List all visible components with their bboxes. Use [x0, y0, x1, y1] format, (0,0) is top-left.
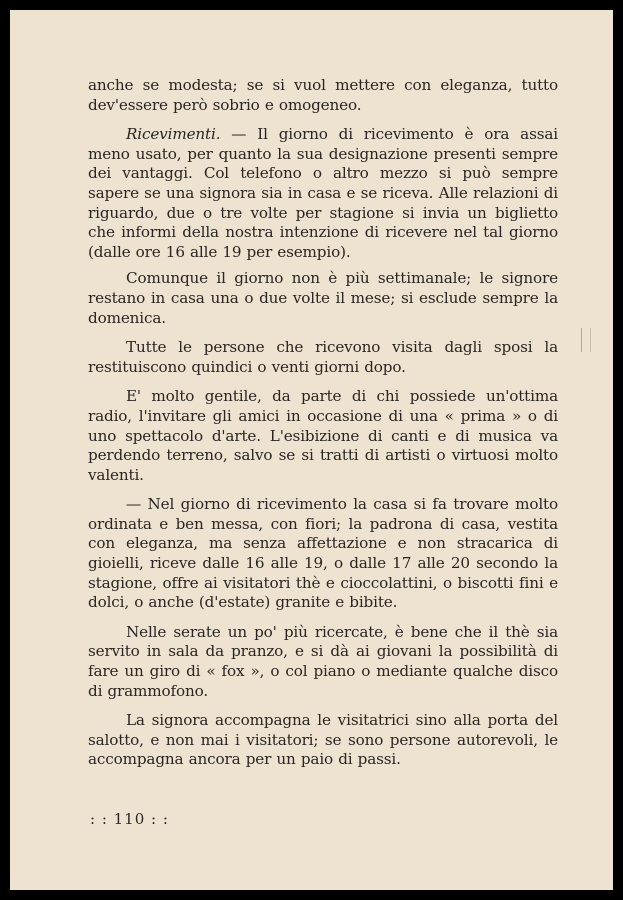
- paragraph-ricevimenti: [88, 125, 558, 262]
- heading-dash: —: [220, 125, 258, 144]
- paragraph-radio: E' molto gentile, da parte di chi possiede un'ottima radio, l'invitare gli amici in occasione di una « prima » o di uno spettacolo d'arte. L'esibizione di canti e di musica va perdendo terreno, salvo se si tratti di artisti o virtuosi molto valenti.: [88, 387, 558, 484]
- paragraph-restituzione: Tutte le persone che ricevono visita dagli sposi la restituiscono quindici o venti giorni dopo.: [88, 338, 558, 376]
- body-text: [88, 76, 558, 780]
- paragraph-casa: — Nel giorno di ricevimento la casa si fa trovare molto ordinata e ben messa, con fiori; la padrona di casa, vestita con eleganza, ma senza affettazione e non stracarica di gioielli, riceve dalle 16 alle 19, o dalle 17 alle 20 secondo la stagione, offre ai visitatori thè e cioccolattini, o biscotti fini e dolci, o anche (d'estate) granite e bibite.: [88, 495, 558, 612]
- paragraph-accompagna: La signora accompagna le visitatrici sino alla porta del salotto, e non mai i visitatori; se sono persone autorevoli, le accompagna ancora per un paio di passi.: [88, 711, 558, 769]
- page-number: : : 110 : :: [90, 810, 169, 828]
- paragraph-continuation: anche se modesta; se si vuol mettere con eleganza, tutto dev'essere però sobrio e omogeneo.: [88, 76, 558, 114]
- section-heading: Ricevimenti.: [126, 125, 221, 144]
- paragraph-ricevimenti-body: Il giorno di ricevimento è ora assai meno usato, per quanto la sua designazione presenti sempre dei vantaggi. Col telefono o altro mezzo si può sempre sapere se una signora sia in casa e se riceva. Alle relazioni di riguardo, due o tre volte per stagione si invia un biglietto che informi della nostra intenzione di ricevere nel tal giorno (dalle ore 16 alle 19 per esempio).: [88, 125, 558, 261]
- margin-mark: [581, 328, 591, 352]
- paragraph-settimanale: Comunque il giorno non è più settimanale; le signore restano in casa una o due volte il mese; si esclude sempre la domenica.: [88, 269, 558, 327]
- book-page: [10, 10, 613, 890]
- paragraph-serate: Nelle serate un po' più ricercate, è bene che il thè sia servito in sala da pranzo, e si dà ai giovani la possibilità di fare un giro di « fox », o col piano o mediante qualche disco di grammofono.: [88, 622, 558, 700]
